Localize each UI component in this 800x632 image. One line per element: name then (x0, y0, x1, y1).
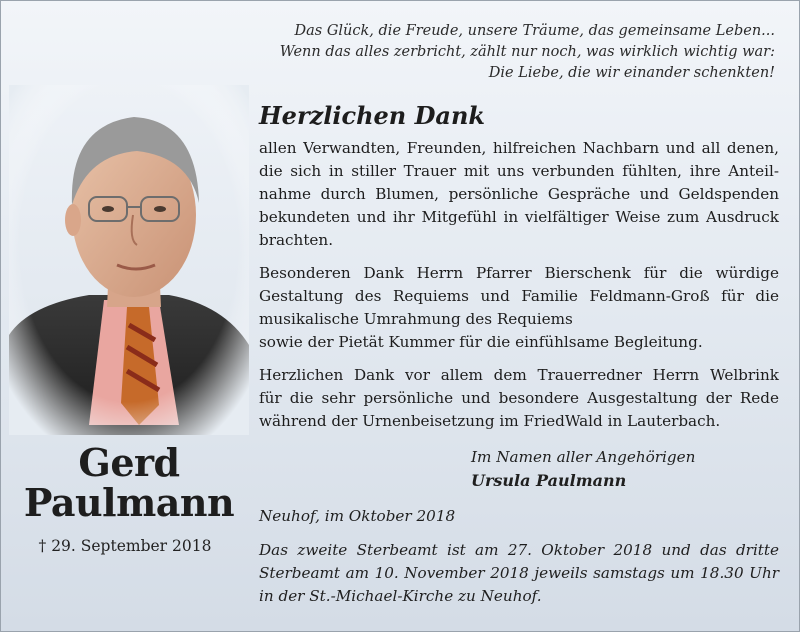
death-date: † 29. September 2018 (38, 537, 212, 555)
last-name: Paulmann (23, 480, 235, 525)
text-line: Herzlichen Dank vor allem dem Trauerredner Herrn Welbrink (259, 366, 779, 384)
signature: Ursula Paulmann (471, 471, 627, 490)
poem-line-1: Das Glück, die Freude, unsere Träume, das gemeinsame Leben... (294, 23, 775, 39)
thanks-text (259, 101, 779, 443)
deceased-name (9, 440, 249, 525)
text-line: Besonderen Dank Herrn Pfarrer Bierschenk für die würdige (259, 264, 779, 282)
portrait-image (9, 85, 249, 435)
text-line: für die sehr persönliche und besondere Ausgestaltung der Rede (259, 389, 779, 407)
place-date: Neuhof, im Oktober 2018 (259, 507, 456, 525)
closing (471, 445, 695, 493)
portrait-photo (9, 85, 249, 435)
text-line: musikalische Umrahmung des Requiems (259, 310, 573, 328)
poem-line-2: Wenn das alles zerbricht, zählt nur noch, was wirklich wichtig war: (279, 44, 775, 60)
text-line: Das zweite Sterbeamt ist am 27. Oktober 2018 und das dritte (259, 541, 779, 559)
paragraph-1 (259, 137, 779, 252)
text-line: nahme durch Blumen, persönliche Gespräche und Geldspenden (259, 185, 779, 203)
text-line: bekundeten und ihr Mitgefühl in vielfältiger Weise zum Ausdruck (259, 208, 779, 226)
poem-line-3: Die Liebe, die wir einander schenkten! (488, 65, 775, 81)
closing-line: Im Namen aller Angehörigen (471, 448, 696, 466)
text-line: sowie der Pietät Kummer für die einfühlsame Begleitung. (259, 333, 703, 351)
mass-notice (259, 539, 779, 608)
first-name: Gerd (78, 440, 180, 485)
text-line: Gestaltung des Requiems und Familie Feldmann-Groß für die (259, 287, 779, 305)
text-line: allen Verwandten, Freunden, hilfreichen Nachbarn und all denen, (259, 139, 779, 157)
heading: Herzlichen Dank (259, 101, 486, 130)
text-line: während der Urnenbeisetzung im FriedWald in Lauterbach. (259, 412, 721, 430)
paragraph-2 (259, 262, 779, 354)
text-line: brachten. (259, 231, 334, 249)
text-line: in der St.-Michael-Kirche zu Neuhof. (259, 587, 542, 605)
poem (280, 21, 775, 84)
text-line: Sterbeamt am 10. November 2018 jeweils samstags um 18.30 Uhr (259, 564, 779, 582)
text-line: die sich in stiller Trauer mit uns verbunden fühlten, ihre Anteil- (259, 162, 779, 180)
paragraph-3 (259, 364, 779, 433)
